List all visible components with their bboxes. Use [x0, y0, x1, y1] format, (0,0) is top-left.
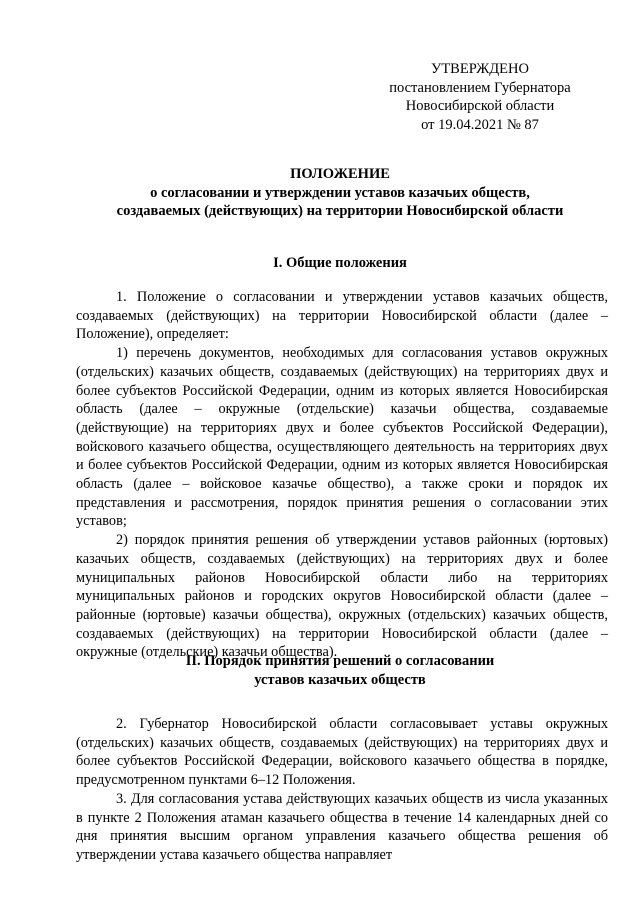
paragraph: 2) порядок принятия решения об утверждении уставов районных (юртовых) казачьих обществ, создаваемых (действующих) на территориях двух и более муниципальных районов Новосибирской области либо на территориях муниципальных районов и городских округов Новосибирской области (далее – районные (юртовые) казачьи общества), окружных (отдельских) казачьих обществ, создаваемых (действующих) на территории Новосибирской области (далее – окружные (отдельские) казачьи общества).: [76, 532, 608, 661]
paragraph: 1) перечень документов, необходимых для согласования уставов окружных (отдельских) казачьих обществ, создаваемых (действующих) на территориях двух и более субъектов Российской Федерации, одним из которых является Новосибирская область (далее – окружные (отдельские) казачьи общества, создаваемые (действующие) на территориях двух и более субъектов Российской Федерации), войскового казачьего общества, осуществляющего деятельность на территориях двух и более субъектов Российской Федерации, одним из которых является Новосибирская область (далее – войсковое казачье общество), а также сроки и порядок их представления и рассмотрения, порядок принятия решения о согласовании этих уставов;: [76, 345, 608, 530]
section-2-heading-line2: уставов казачьих обществ: [254, 671, 426, 688]
paragraph: 3. Для согласования устава действующих казачьих обществ из числа указанных в пункте 2 Положения атаман казачьего общества в течение 14 календарных дней со дня принятия высшим органом управления казачьего общества решения об утверждении устава казачьего общества направляет: [76, 790, 608, 863]
paragraph: 2. Губернатор Новосибирской области согласовывает уставы окружных (отдельских) казачьих обществ, создаваемых (действующих) на территориях двух и более субъектов Российской Федерации, войскового казачьего общества в порядке, предусмотренном пунктами 6–12 Положения.: [76, 716, 608, 789]
approval-region: Новосибирской области: [405, 98, 555, 114]
approval-act: постановлением Губернатора: [389, 79, 571, 96]
approval-status: УТВЕРЖДЕНО: [431, 61, 529, 77]
title-subject-line1: о согласовании и утверждении уставов казачьих обществ,: [150, 184, 530, 201]
approval-stamp: [380, 60, 580, 134]
section-1-heading: I. Общие положения: [273, 255, 407, 271]
section-2-body: [76, 715, 608, 865]
paragraph: 1. Положение о согласовании и утверждении уставов казачьих обществ, создаваемых (действующих) на территории Новосибирской области (далее – Положение), определяет:: [76, 289, 608, 343]
section-1-body: [76, 288, 608, 662]
title-doc-type: ПОЛОЖЕНИЕ: [290, 166, 390, 182]
section-2-heading-line1: II. Порядок принятия решений о согласовании: [185, 653, 495, 669]
title-subject-line2: создаваемых (действующих) на территории Новосибирской области: [116, 203, 564, 219]
section-2-heading: [60, 652, 620, 689]
document-title: [60, 165, 620, 221]
approval-date-number: от 19.04.2021 № 87: [421, 116, 539, 133]
